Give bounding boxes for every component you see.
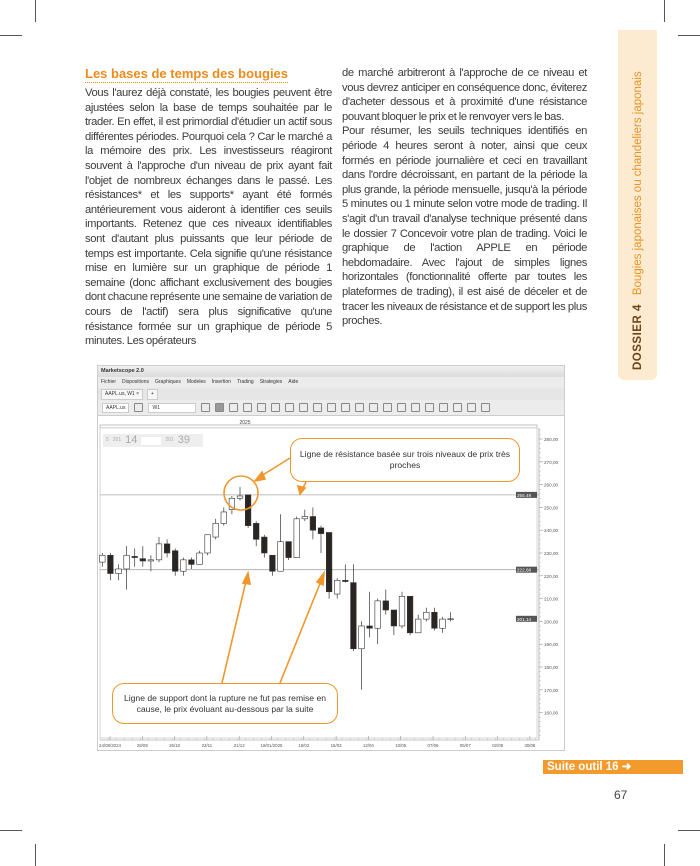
candle-body-bullish [448,619,454,620]
candle-body-bearish [286,542,292,558]
menu-dispositions[interactable]: Dispositions [122,379,149,385]
x-tick-label: 24/08/2024 [99,743,121,748]
x-tick-label: 28/09 [136,743,148,748]
candle-body-bullish [278,542,284,572]
candle [294,517,300,558]
y-tick-label: 160,00 [544,710,559,716]
paragraph: Pour résumer, les seuils techniques identifiés en période 4 heures seront à noter, ainsi que ceux formés en période journalière et ceci en travaillant dans l'ordre décroissant, en partant de la période la plus grande, la période mensuelle, jusqu'à la période 5 minutes ou 1 minute selon votre mode de trading. Il s'agit d'un travail d'analyse technique présenté dans le dossier 7 Concevoir votre plan de trading. Voici le graphique de l'action APPLE en période hebdomadaire. Avec l'ajout de simples lignes horizontales (fonctionnalité offerte par toutes les plateformes de trading), il est aisé de déceler et de tracer les niveaux de résistance et de support les plus proches. [342,125,587,328]
x-tick-label: 18/01/2025 [260,743,283,748]
candle-body-bullish [100,555,106,562]
close-icon[interactable]: × [136,391,140,397]
x-tick-label: 07/06 [427,743,439,748]
candle-body-bearish [367,626,373,628]
window-title: Marketscope 2.0 [98,366,564,377]
menu-aide[interactable]: Aide [288,379,299,385]
y-tick-label: 270,00 [544,459,559,465]
info-value: 5 [106,437,109,443]
y-tick-label: 230,00 [544,551,559,556]
candle [197,551,203,565]
paragraph: de marché arbitreront à l'approche de ce niveau et vous devrez anticiper en conséquence donc, éviterez d'acheter dessous et à proximité d'une résistance pouvant bloquer le prix et le renvoyer vers le bas. [342,67,587,123]
x-tick-label: 05/07 [459,743,471,748]
x-tick-label: 10/05 [395,743,407,748]
candle [399,592,405,628]
menu-strategies[interactable]: Strategies [259,379,283,385]
candle-body-bearish [132,556,138,557]
candle-body-bullish [124,555,130,569]
x-tick-label: 02/08 [492,743,504,748]
menu-fichier[interactable]: Fichier [101,379,117,385]
candle-body-bullish [424,612,430,619]
y-tick-label: 220,00 [544,573,559,579]
info-value: 39 [177,434,190,446]
info-field[interactable] [141,437,161,445]
menu-graphiques[interactable]: Graphiques [154,379,181,385]
last-price-tag: 201,14 [517,616,532,622]
candle [286,542,292,560]
candle-body-bearish [318,528,324,534]
candle [245,495,251,528]
candle-body-bullish [213,523,219,537]
candle-body-bullish [197,553,203,564]
page-number: 67 [614,788,628,802]
candle [326,532,332,598]
price-info-box [103,434,203,447]
candle-body-bearish [253,523,259,539]
resistance-callout: Ligne de résistance basée sur trois niveaux de prix très proches [290,438,520,482]
info-value: 201 [165,437,174,443]
candle-body-bullish [375,601,381,628]
y-tick-label: 170,00 [544,687,559,693]
dossier-title: Bougies japonaises ou chandeliers japonais [631,71,644,296]
next-tool-banner[interactable] [543,760,683,774]
dossier-label: DOSSIER 4 [631,304,644,370]
candle-body-bearish [310,517,316,531]
candle-body-bearish [391,610,397,626]
x-tick-label: 23/11 [201,743,213,748]
support-callout: Ligne de support dont la rupture ne fut pas remise en cause, le prix évoluant au-dessous par la suite [112,683,338,724]
paragraph: Vous l'aurez déjà constaté, les bougies peuvent être ajustées selon la base de temps souhaitée par le trader. En effet, il est primordial d'étudier un actif sous différentes périodes. Pourquoi cela ? Car le marché a la mémoire des prix. Les investisseurs réagiront souvent à l'approche d'un niveau de prix ayant fait l'objet de nombreux échanges dans le passé. Les résistances* et les supports* ayant été formés antérieurement vous aideront à identifier ces seuils importants. Retenez que ces niveaux identifiables sont d'autant plus puissants que leur période de temps est importante. Cela signifie qu'une résistance mise en lumière sur un graphique de période 1 semaine (donc affichant exclusivement des bougies dont chacune représente une semaine de variation de cours de l'actif) sera plus significative qu'une résistance formée sur un graphique de période 5 minutes. Les opérateurs [85,87,332,348]
support-price-tag: 222,68 [517,567,532,573]
candle-body-bullish [399,596,405,626]
x-tick-label: 12/04 [362,743,374,748]
x-tick-label: 26/10 [169,743,181,748]
candle-body-bearish [326,532,332,591]
candle-body-bearish [343,580,349,581]
y-tick-label: 250,00 [544,505,559,511]
candle-body-bearish [245,495,251,526]
candle-body-bullish [181,560,187,571]
y-tick-label: 210,00 [544,596,559,602]
time-ruler [100,425,537,428]
candle-body-bearish [432,612,438,628]
candle-body-bearish [108,555,114,573]
y-tick-label: 260,00 [544,482,559,488]
candle-body-bullish [156,544,162,560]
ruler-year: 2025 [239,420,251,426]
menu-insertion[interactable]: Insertion [211,379,231,385]
candle-body-bullish [205,535,211,553]
candle-body-bullish [302,517,308,519]
x-tick-label: 15/03 [330,743,342,748]
candle-body-bearish [189,560,195,565]
candle-body-bearish [270,555,276,571]
candle-body-bearish [262,537,268,553]
candle-body-bullish [359,626,365,649]
candle-body-bullish [294,519,300,558]
candle-body-bearish [140,559,146,561]
candle-body-bullish [334,580,340,594]
candle-body-bearish [383,601,389,610]
candle-body-bearish [164,544,170,553]
candle-body-bearish [172,551,178,572]
x-tick-label: 21/12 [233,743,245,748]
next-tool-label: Suite outil 16 [547,761,619,773]
resistance-price-tag: 255,49 [517,492,532,498]
info-value: 201 [112,437,122,443]
y-tick-label: 240,00 [544,528,559,534]
y-tick-label: 190,00 [544,642,559,648]
candle-body-bullish [221,512,227,523]
candle-body-bullish [415,619,421,633]
candle-body-bullish [116,569,122,574]
tab-label: AAPL.us, W1 [105,391,135,397]
y-tick-label: 180,00 [544,665,559,670]
section-title: Les bases de temps des bougies [85,66,289,81]
candle-body-bullish [237,496,243,498]
candle [205,535,211,556]
candle [407,596,413,635]
menu-modeles[interactable]: Modeles [186,379,206,385]
arrow-right-icon: ➜ [621,761,632,773]
menu-trading[interactable]: Trading [236,379,254,385]
candle-body-bullish [440,619,446,628]
timeframe-select[interactable]: W1 [148,403,196,413]
add-tab-button[interactable]: + [147,389,158,400]
symbol-select[interactable]: AAPL.us [102,403,129,413]
x-tick-label: 15/02 [298,743,310,748]
y-tick-label: 280,00 [544,437,559,442]
info-value: 14 [125,434,138,446]
candle-body-bullish [148,560,154,561]
x-tick-label: 30/08 [524,743,536,748]
y-tick-label: 200,00 [544,619,559,625]
candle-body-bearish [407,596,413,632]
candle-body-bearish [351,583,357,649]
